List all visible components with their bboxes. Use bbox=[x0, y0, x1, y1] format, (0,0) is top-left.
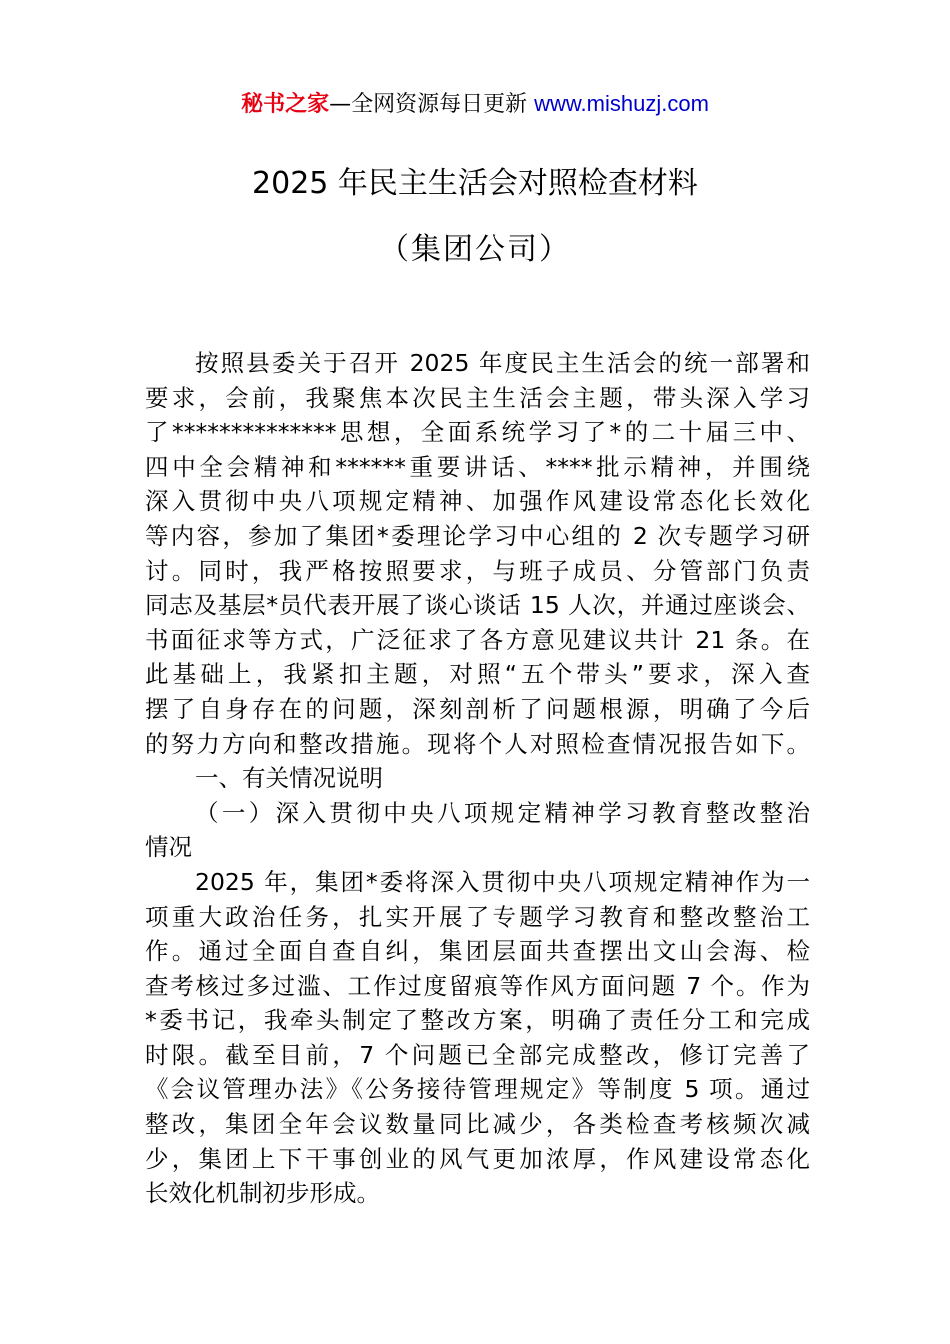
paragraph-line: 作。通过全面自查自纠，集团层面共查摆出文山会海、检 bbox=[145, 937, 810, 966]
paragraph-line: 四中全会精神和******重要讲话、****批示精神，并围绕 bbox=[145, 452, 810, 481]
paragraph-line: *委书记，我牵头制定了整改方案，明确了责任分工和完成 bbox=[145, 1006, 810, 1035]
paragraph-line: 项重大政治任务，扎实开展了专题学习教育和整改整治工 bbox=[145, 902, 810, 931]
paragraph-line: 等内容，参加了集团*委理论学习中心组的 2 次专题学习研 bbox=[145, 521, 810, 550]
subsection-heading: （一）深入贯彻中央八项规定精神学习教育整改整治 bbox=[195, 798, 810, 827]
document-body bbox=[145, 346, 810, 1211]
paragraph-line: 查考核过多过滥、工作过度留痕等作风方面问题 7 个。作为 bbox=[145, 971, 810, 1000]
paragraph-line: 要求，会前，我聚焦本次民主生活会主题，带头深入学习 bbox=[145, 383, 810, 412]
paragraph-line: 同志及基层*员代表开展了谈心谈话 15 人次，并通过座谈会、 bbox=[145, 591, 810, 620]
section-heading: 一、有关情况说明 bbox=[195, 764, 383, 793]
paragraph-line: 深入贯彻中央八项规定精神、加强作风建设常态化长效化 bbox=[145, 487, 810, 516]
paragraph-line: 了**************思想，全面系统学习了*的二十届三中、 bbox=[145, 418, 810, 447]
paragraph-line: 此基础上，我紧扣主题，对照“五个带头”要求，深入查 bbox=[145, 660, 810, 689]
paragraph-line: 摆了自身存在的问题，深刻剖析了问题根源，明确了今后 bbox=[145, 694, 810, 723]
paragraph-line: 按照县委关于召开 2025 年度民主生活会的统一部署和 bbox=[195, 349, 810, 377]
banner-tagline: —全网资源每日更新 bbox=[329, 92, 535, 117]
paragraph-line: 少，集团上下干事创业的风气更加浓厚，作风建设常态化 bbox=[145, 1144, 810, 1173]
paragraph-line: 书面征求等方式，广泛征求了各方意见建议共计 21 条。在 bbox=[145, 625, 810, 654]
paragraph-line: 整改，集团全年会议数量同比减少，各类检查考核频次减 bbox=[145, 1110, 810, 1139]
subsection-heading-continued: 情况 bbox=[145, 833, 192, 862]
site-url-link[interactable]: www.mishuzj.com bbox=[534, 91, 709, 116]
brand-name: 秘书之家 bbox=[241, 92, 330, 117]
paragraph-line: 讨。同时，我严格按照要求，与班子成员、分管部门负责 bbox=[145, 556, 810, 585]
paragraph-line: 2025 年，集团*委将深入贯彻中央八项规定精神作为一 bbox=[195, 867, 810, 896]
document-title: 2025 年民主生活会对照检查材料 bbox=[252, 166, 698, 201]
paragraph-line: 的努力方向和整改措施。现将个人对照检查情况报告如下。 bbox=[145, 729, 810, 758]
site-banner bbox=[0, 88, 950, 121]
document-subtitle: （集团公司） bbox=[379, 232, 571, 267]
paragraph-line: 时限。截至目前，7 个问题已全部完成整改，修订完善了 bbox=[145, 1040, 810, 1069]
paragraph-line: 《会议管理办法》《公务接待管理规定》等制度 5 项。通过 bbox=[145, 1075, 810, 1104]
paragraph-line: 长效化机制初步形成。 bbox=[145, 1179, 380, 1208]
